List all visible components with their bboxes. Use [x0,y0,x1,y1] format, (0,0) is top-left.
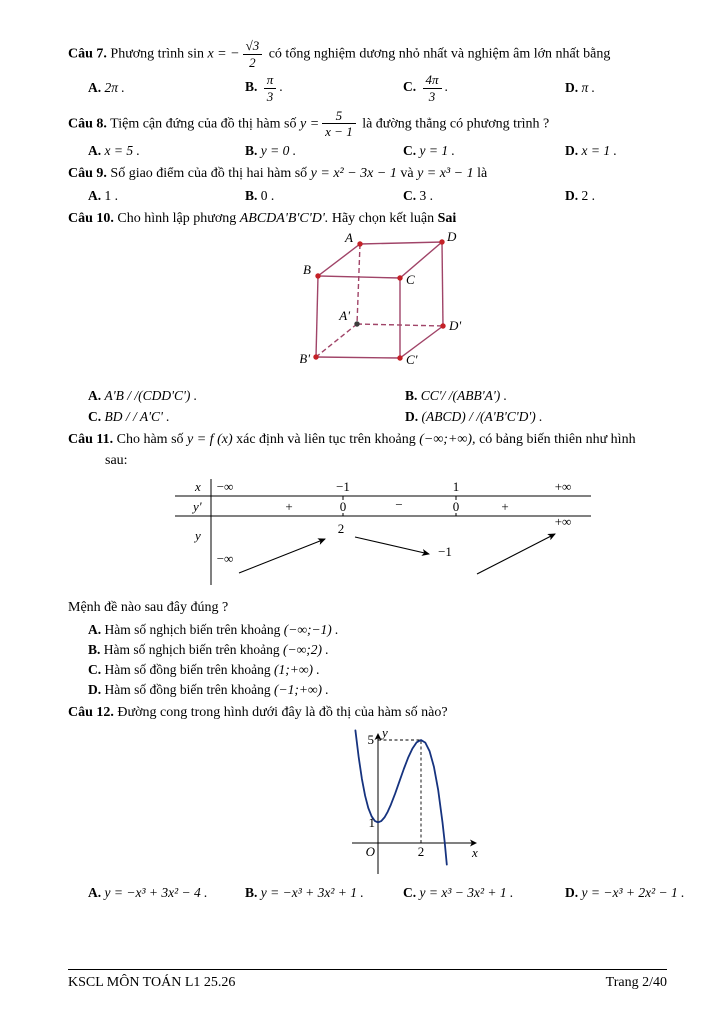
vertex-label-D2: D' [449,318,462,334]
graph-origin-label: O [365,843,375,859]
question-11 [68,430,667,698]
question-9-stem [68,164,667,184]
question-text: xác định và liên tục trên khoảng [236,432,416,448]
option-b [405,388,667,404]
option-c [403,885,565,901]
option-math: (1;+∞) . [273,662,320,678]
option-text: 2π . [104,80,125,96]
cube-hidden-edge-aa [357,244,360,324]
question-11-stem [68,430,667,450]
page-footer [68,969,667,991]
math-expression: y = x² − 3x − 1 [310,165,397,181]
cube-edge-bb [316,276,318,357]
option-text: x = 1 . [581,142,617,158]
fraction-numerator: π [264,73,277,89]
question-label: Câu 12. [68,705,114,721]
question-text: Cho hình lập phương [117,211,237,227]
y-limit-left: −∞ [216,551,234,567]
x-value: −1 [336,479,350,495]
option-text: 3 . [419,188,433,204]
option-a [88,622,667,638]
emphasis-sai: Sai [437,211,457,227]
option-text: Hàm số đồng biến trên khoảng [104,662,271,678]
option-text: y = −x³ + 3x² − 4 . [104,884,208,900]
fraction-denominator: x − 1 [325,124,353,140]
question-9-options [88,188,667,204]
option-text: (ABCD) / /(A'B'C'D') . [421,409,543,425]
question-7 [68,39,667,104]
zero: 0 [339,499,347,515]
cube-edge-dd [442,242,443,326]
arrow-up [477,534,555,574]
option-c [403,73,565,103]
vertex-label-C2: C' [406,352,418,368]
option-label: D. [565,142,579,158]
cube-hidden-edge-ab [316,324,357,357]
question-text: Cho hàm số [116,432,184,448]
dashed-guide [378,740,421,843]
y-extreme-max: 2 [337,521,345,537]
option-label: A. [88,80,102,96]
curve-graph [350,726,485,876]
math-expression: ABCDA'B'C'D'. [239,211,329,227]
fraction-denominator: 3 [428,88,436,104]
question-label: Câu 8. [68,115,107,131]
fraction [423,73,442,103]
fraction-denominator: 3 [266,88,274,104]
option-text: y = −x³ + 2x² − 1 . [581,884,685,900]
option-label: B. [245,884,258,900]
option-d [88,682,667,698]
question-text: có tổng nghiệm dương nhỏ nhất và nghiệm âm lớn nhất bằng [268,46,611,62]
variation-table-figure [173,476,667,593]
option-text: BD / / A'C' . [104,409,170,425]
option-label: C. [403,884,417,900]
arrow-down [355,537,429,554]
option-text: π . [581,80,596,96]
option-text: Hàm số nghịch biến trên khoảng [103,642,280,658]
cube-top-face [318,242,442,278]
option-b [88,642,667,658]
curve-graph-figure [350,726,667,881]
option-text: y = 0 . [260,142,297,158]
question-text: Đường cong trong hình dưới đây là đồ thị của hàm số nào? [117,705,448,721]
option-b [245,143,403,159]
option-label: B. [245,142,258,158]
cube-drawing [300,232,505,380]
question-text: Số giao điểm của đồ thị hai hàm số [110,165,308,181]
option-d [565,885,685,901]
option-c [88,662,667,678]
option-label: D. [565,884,579,900]
math-expression: x = − [207,46,240,62]
option-math: (−∞;2) . [282,642,329,658]
fraction [322,109,356,139]
question-text: là [477,165,488,181]
option-label: D. [565,188,579,204]
question-10-stem [68,209,667,229]
option-label: D. [88,682,102,698]
graph-x-label: x [472,844,478,860]
question-8 [68,109,667,159]
question-text: Phương trình [110,46,185,62]
question-12-options [88,884,685,901]
option-text: y = −x³ + 3x² + 1 . [260,884,364,900]
option-label: C. [403,188,417,204]
vertex-dot-D2 [440,324,445,329]
option-label: B. [88,642,101,658]
option-label: A. [88,188,102,204]
question-label: Câu 7. [68,46,107,62]
question-label: Câu 9. [68,165,107,181]
vertex-label-A: A [345,232,353,246]
question-text: Tiệm cận đứng của đồ thị hàm số [110,115,297,131]
question-10 [68,209,667,425]
footer-page-number: Trang 2/40 [605,975,667,990]
option-label: A. [88,622,102,638]
question-text: Hãy chọn kết luận [331,211,435,227]
question-8-stem [68,109,667,139]
option-c [403,143,565,159]
option-label: A. [88,388,102,404]
table-x-label: x [195,479,201,495]
fraction-numerator: 5 [322,109,356,125]
question-text: có bảng biến thiên như hình [479,432,636,448]
question-label: Câu 10. [68,211,114,227]
option-d [565,80,667,96]
fraction [264,73,277,103]
option-label: C. [403,79,417,95]
y-extreme-min: −1 [438,544,452,560]
question-11-prompt: Mệnh đề nào sau đây đúng ? [68,600,229,616]
option-text: x = 5 . [104,142,140,158]
option-label: A. [88,142,102,158]
option-d [565,188,667,204]
option-text: CC'/ /(ABB'A') . [420,388,508,404]
math-expression: y = f (x) [187,432,233,448]
option-text: 1 . [104,188,118,204]
option-label: C. [88,662,102,678]
question-text-continued: sau: [105,452,128,468]
question-12-stem [68,703,667,723]
option-text: A'B / /(CDD'C') . [104,388,198,404]
option-text: 2 . [581,188,595,204]
option-a [88,80,245,96]
vertex-label-B2: B' [300,351,310,367]
question-9 [68,164,667,204]
option-label: B. [245,79,258,95]
option-label: D. [565,80,579,96]
vertex-dot-A [357,242,362,247]
option-label: A. [88,884,102,900]
sign: + [501,499,509,515]
question-7-options [88,73,667,103]
option-label: B. [405,388,418,404]
question-10-options [88,388,667,425]
fraction [243,39,263,69]
math-expression: y = x³ − 1 [417,165,474,181]
y-limit-right: +∞ [554,514,572,530]
option-a [88,885,245,901]
question-label: Câu 11. [68,432,114,448]
option-label: B. [245,188,258,204]
question-12 [68,703,685,900]
option-text: Hàm số nghịch biến trên khoảng [104,622,281,638]
question-7-stem [68,39,667,69]
fraction-numerator: √3 [243,39,263,55]
cube-hidden-edge-ad [357,324,443,326]
option-text: 0 . [260,188,275,204]
x-value: −∞ [216,479,234,495]
math-expression: (−∞;+∞), [419,432,476,448]
math-expression: y = [299,115,320,131]
sign: + [285,499,293,515]
option-label: C. [88,409,102,425]
x-value: 1 [452,479,460,495]
option-label: C. [403,142,417,158]
vertex-dot-B [315,274,320,279]
graph-y-label: y [382,725,388,740]
vertex-dot-B2 [313,355,318,360]
option-a [88,388,405,404]
vertex-dot-C2 [397,356,402,361]
vertex-label-A2: A' [339,308,350,324]
fraction-numerator: 4π [423,73,442,89]
option-math: (−1;+∞) . [273,682,329,698]
zero: 0 [452,499,460,515]
option-a [88,143,245,159]
question-text: là đường thẳng có phương trình ? [362,115,550,131]
vertex-label-C: C [406,272,415,288]
footer-left: KSCL MÔN TOÁN L1 25.26 [68,975,236,990]
graph-tick-1: 1 [368,814,375,830]
sign: − [395,497,403,513]
option-text: y = x³ − 3x² + 1 . [419,884,514,900]
table-y-label: y [195,528,201,544]
option-a [88,188,245,204]
table-yprime-label: y' [193,499,202,515]
vertex-label-B: B [303,262,311,278]
vertex-dot-A2 [354,322,359,327]
fraction-denominator: 2 [249,54,256,70]
question-8-options [88,143,667,159]
math-function: sin [187,46,204,62]
vertex-dot-C [397,276,402,281]
option-d [405,409,667,425]
option-b [245,73,403,103]
variation-table [173,476,593,588]
option-text: y = 1 . [419,142,455,158]
arrow-up [239,539,325,573]
option-b [245,188,403,204]
option-text: Hàm số đồng biến trên khoảng [104,682,271,698]
option-text: . [444,79,448,95]
question-text: và [400,165,414,181]
option-label: D. [405,409,419,425]
vertex-label-D: D [447,232,457,245]
cube-figure [300,232,667,385]
x-value: +∞ [554,479,572,495]
option-d [565,143,667,159]
option-text: . [279,79,283,95]
option-b [245,885,403,901]
graph-tick-5: 5 [367,731,374,747]
option-c [403,188,565,204]
vertex-dot-D [439,240,444,245]
option-math: (−∞;−1) . [283,622,339,638]
option-c [88,409,405,425]
graph-tick-2: 2 [417,843,425,859]
